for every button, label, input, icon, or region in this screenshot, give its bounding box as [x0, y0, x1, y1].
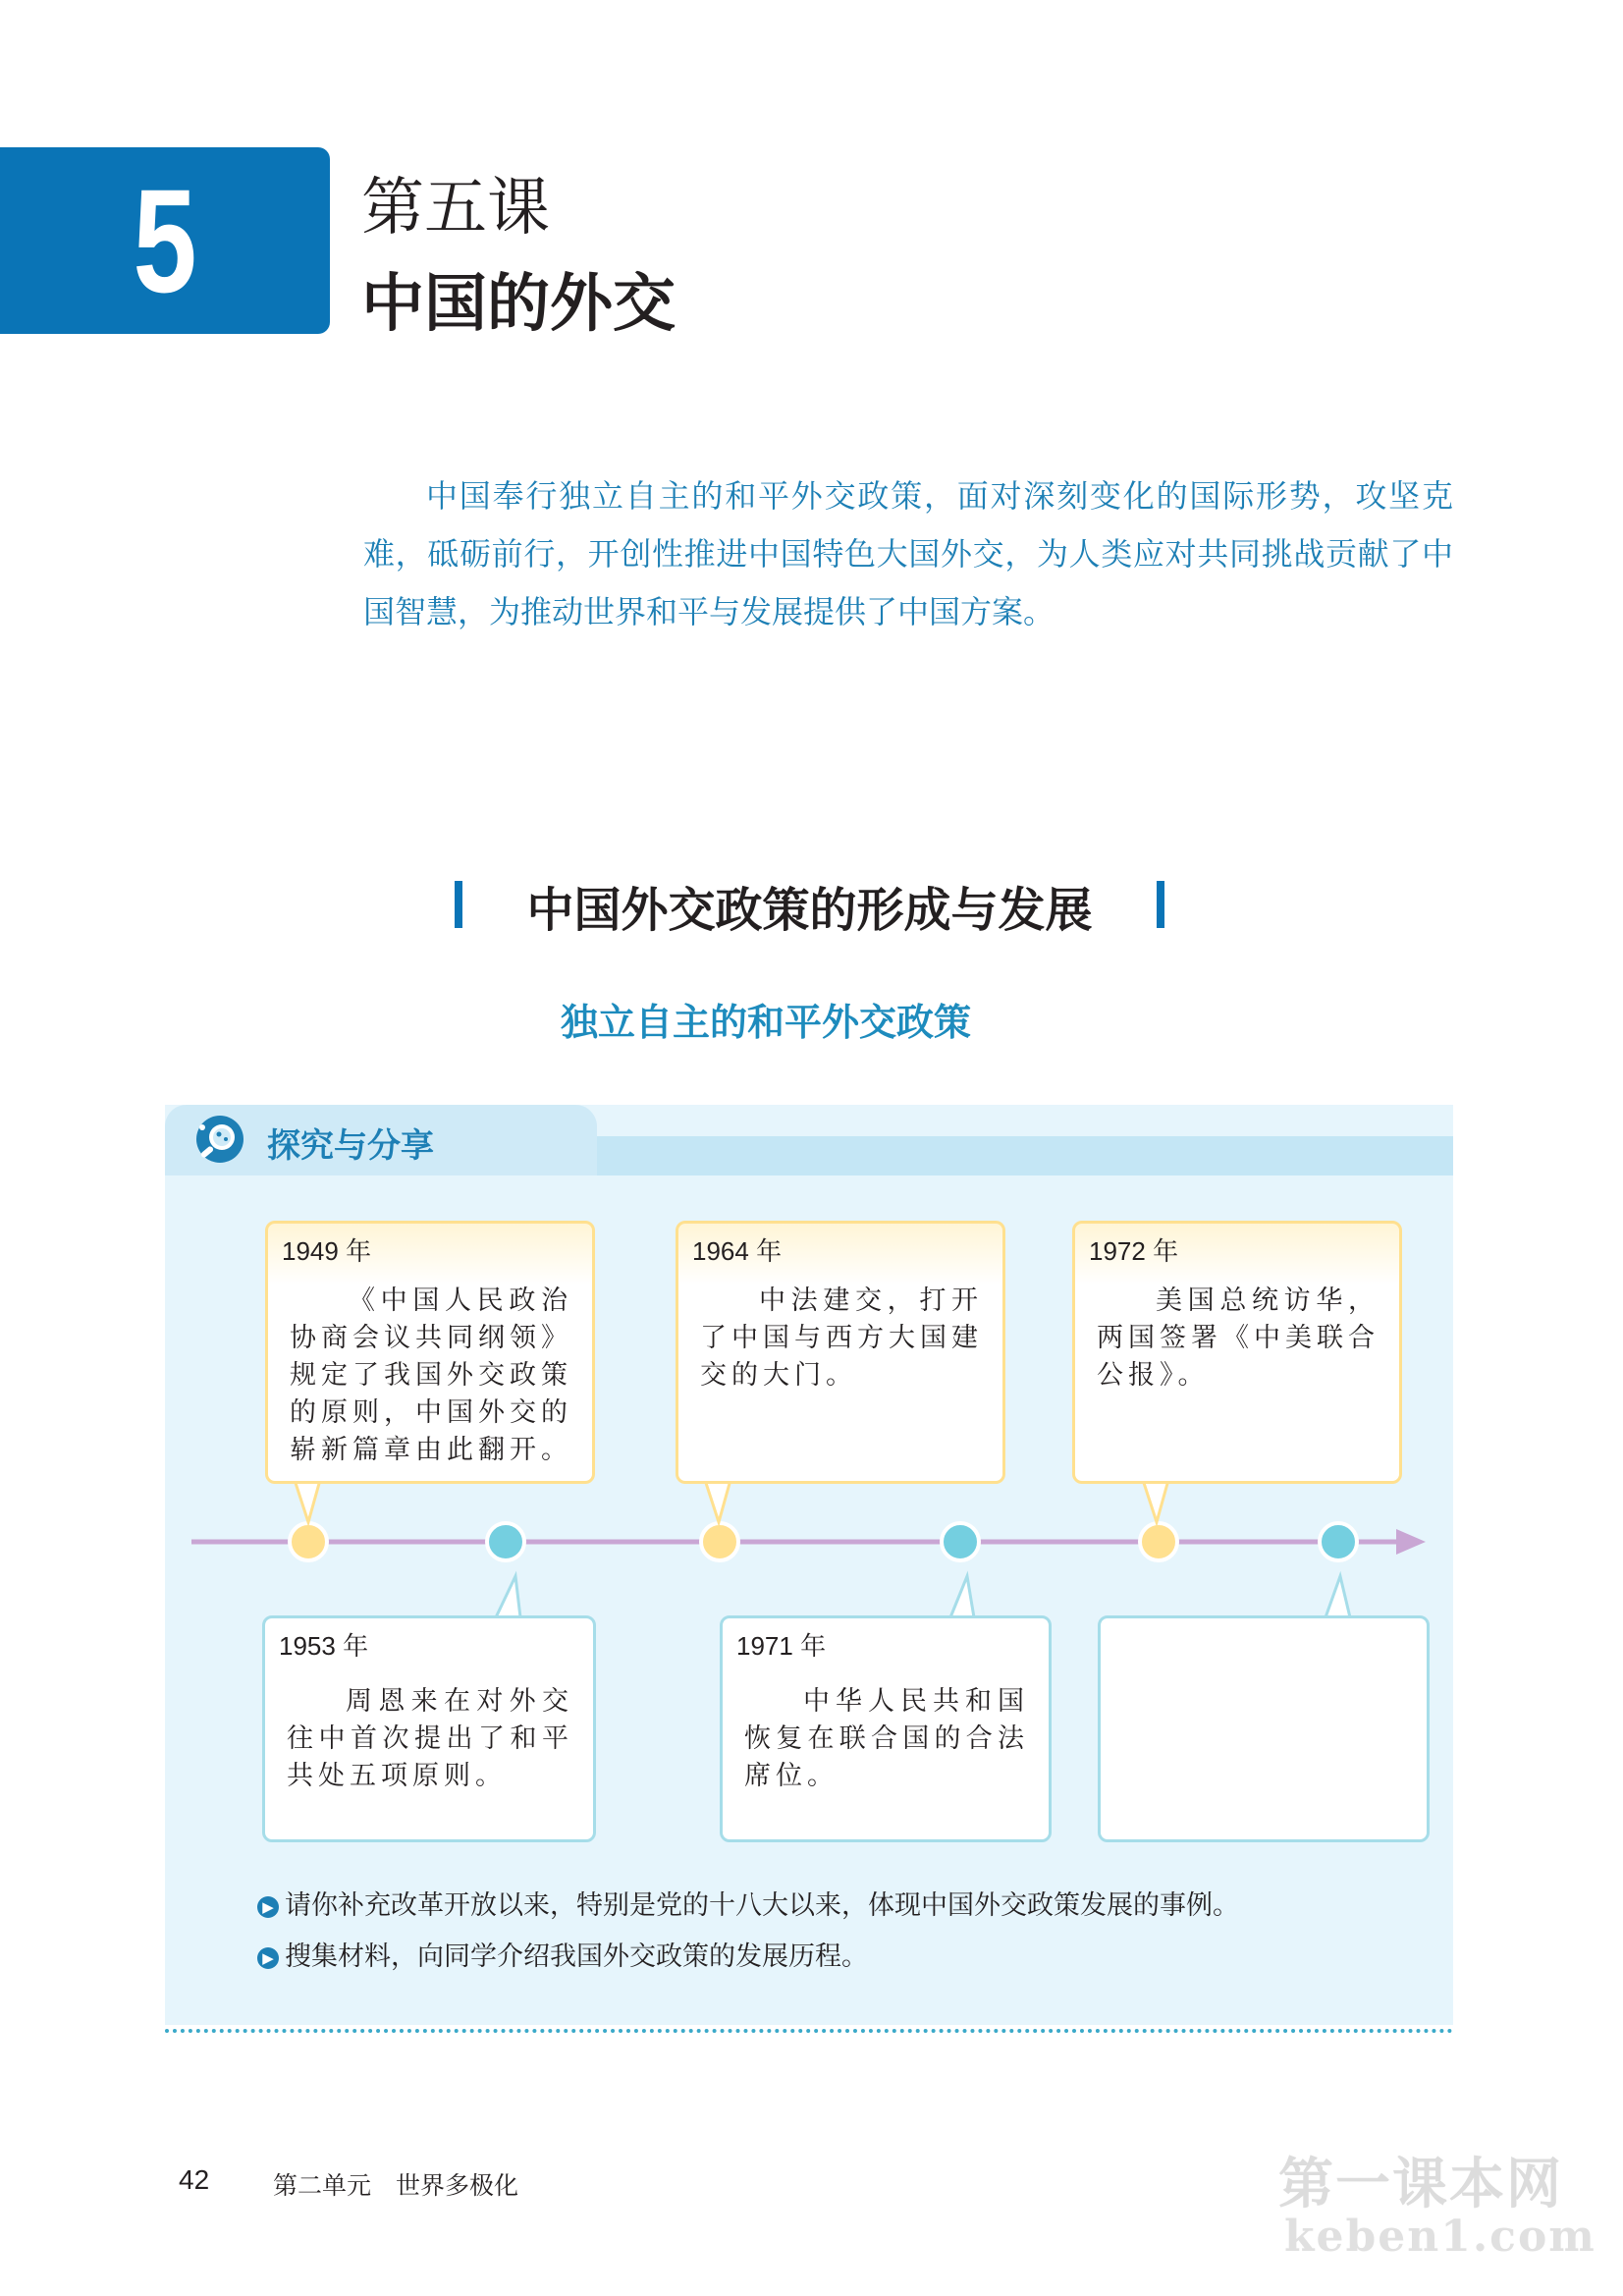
task-text: 请你补充改革开放以来，特别是党的十八大以来，体现中国外交政策发展的事例。 — [285, 1890, 1239, 1921]
watermark-url: keben1.com — [1284, 2212, 1596, 2262]
card-text: 中华人民共和国恢复在联合国的合法席位。 — [744, 1686, 1029, 1791]
timeline-node-1971 — [942, 1523, 979, 1560]
timeline-arrowhead — [1396, 1529, 1426, 1555]
timeline-node-1972 — [1140, 1523, 1177, 1560]
lesson-title: 中国的外交 — [361, 268, 676, 341]
task-text: 搜集材料，向同学介绍我国外交政策的发展历程。 — [285, 1941, 868, 1972]
task-item-2 — [257, 1935, 868, 1973]
section-title-bar-left — [455, 881, 462, 928]
timeline — [187, 1507, 1429, 1576]
card-year: 1964 年 — [692, 1236, 783, 1266]
card-text: 美国总统访华，两国签署《中美联合公报》。 — [1097, 1285, 1380, 1391]
unit-label: 第二单元 世界多极化 — [273, 2171, 519, 2200]
intro-paragraph: 中国奉行独立自主的和平外交政策，面对深刻变化的国际形势，攻坚克难，砥砺前行，开创性推进中国特色大国外交，为人类应对共同挑战贡献了中国智慧，为推动世界和平与发展提供了中国方案。 — [363, 477, 1453, 630]
subsection-title: 独立自主的和平外交政策 — [560, 1000, 971, 1044]
timeline-card-1953 — [262, 1615, 596, 1842]
card-text: 《中国人民政治协商会议共同纲领》规定了我国外交政策的原则，中国外交的崭新篇章由此翻开。 — [290, 1285, 572, 1465]
timeline-node-blank — [1320, 1523, 1357, 1560]
arrow-right-icon: ▶ — [257, 1947, 279, 1969]
lesson-number: 5 — [133, 158, 197, 323]
task-item-1 — [257, 1884, 1239, 1922]
card-text: 中法建交，打开了中国与西方大国建交的大门。 — [700, 1285, 983, 1391]
timeline-node-1949 — [290, 1523, 327, 1560]
lesson-label: 第五课 — [361, 172, 550, 245]
timeline-node-1953 — [487, 1523, 524, 1560]
arrow-right-icon: ▶ — [257, 1896, 279, 1918]
timeline-card-1949 — [265, 1221, 595, 1484]
timeline-card-1972 — [1072, 1221, 1402, 1484]
section-title: 中国外交政策的形成与发展 — [526, 883, 1093, 938]
card-year: 1971 年 — [736, 1631, 827, 1661]
explore-title: 探究与分享 — [267, 1126, 434, 1166]
explore-bottom-divider — [165, 2029, 1453, 2033]
watermark-site-name: 第一课本网 — [1278, 2153, 1563, 2216]
section-title-bar-right — [1157, 881, 1164, 928]
timeline-card-1971 — [720, 1615, 1052, 1842]
timeline-card-1964 — [676, 1221, 1005, 1484]
timeline-node-1964 — [701, 1523, 738, 1560]
card-year: 1953 年 — [279, 1631, 369, 1661]
page-number: 42 — [179, 2164, 210, 2195]
card-text: 周恩来在对外交往中首次提出了和平共处五项原则。 — [287, 1686, 573, 1791]
magnifier-icon — [192, 1112, 247, 1167]
timeline-card-blank[interactable] — [1098, 1615, 1430, 1842]
card-year: 1949 年 — [282, 1236, 372, 1266]
card-year: 1972 年 — [1089, 1236, 1179, 1266]
